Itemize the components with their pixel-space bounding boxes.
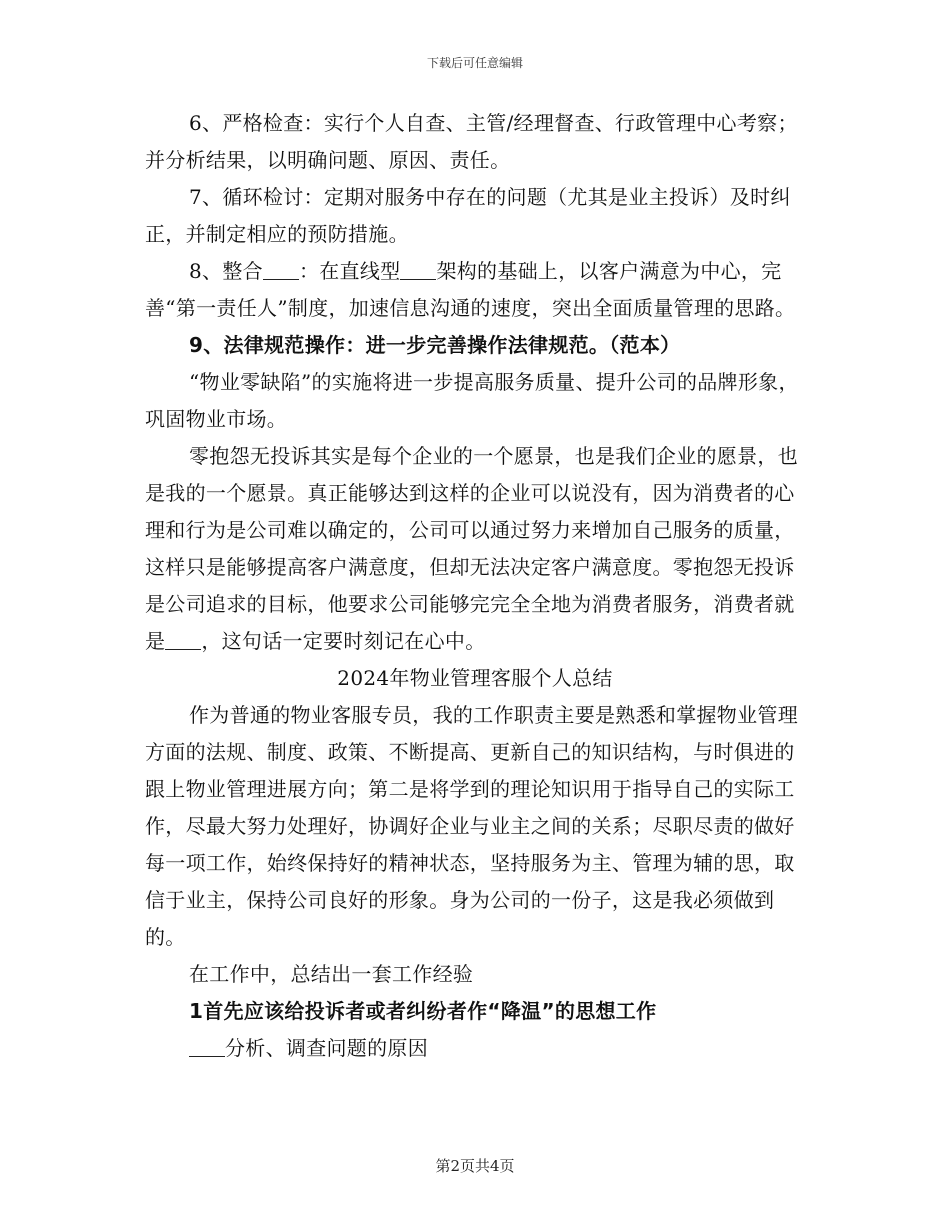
paragraph-zero-defect: “物业零缺陷”的实施将进一步提高服务质量、提升公司的品牌形象，巩固物业市场。 — [145, 370, 799, 431]
item8-text-a: 8、整合 — [189, 259, 263, 283]
paragraph-zero-complaint — [145, 438, 805, 660]
document-body — [145, 105, 805, 1067]
item8-text-c: 架构的基础上，以客户满意为中心，完善“第一责任人”制度，加速信息沟通的速度，突出全面质量管理的思路。 — [145, 259, 796, 320]
paragraph-item-6: 6、严格检查：实行个人自查、主管/经理督查、行政管理中心考察；并分析结果，以明确问题、原因、责任。 — [145, 111, 798, 172]
fill-blank — [165, 629, 201, 650]
point-2-text: 分析、调查问题的原因 — [225, 1036, 428, 1060]
para2-text-a: 零抱怨无投诉其实是每个企业的一个愿景，也是我们企业的愿景，也是我的一个愿景。真正能够达到这样的企业可以说没有，因为消费者的心理和行为是公司难以确定的，公司可以通过努力来增加自己服务的质量，这样只是能够提高客户满意度，但却无法决定客户满意度。零抱怨无投诉是公司追求的目标，他要求公司能够完完全全地为消费者服务，消费者就是 — [145, 444, 798, 653]
fill-blank — [263, 259, 299, 280]
paragraph-item-8 — [145, 253, 805, 327]
item8-text-b: ：在直线型 — [298, 259, 401, 283]
fill-blank — [189, 1036, 225, 1057]
section-title: 2024年物业管理客服个人总结 — [337, 666, 613, 690]
paragraph-experience-intro: 在工作中，总结出一套工作经验 — [189, 962, 474, 986]
paragraph-item-7: 7、循环检讨：定期对服务中存在的问题（尤其是业主投诉）及时纠正，并制定相应的预防措施。 — [145, 185, 791, 246]
paragraph-item-9: 9、法律规范操作：进一步完善操作法律规范。（范本） — [189, 333, 681, 357]
paragraph-duties: 作为普通的物业客服专员，我的工作职责主要是熟悉和掌握物业管理方面的法规、制度、政策、不断提高、更新自己的知识结构，与时俱进的跟上物业管理进展方向；第二是将学到的理论知识用于指导自己的实际工作，尽最大努力处理好，协调好企业与业主之间的关系；尽职尽责的做好每一项工作，始终保持好的精神状态，坚持服务为主、管理为辅的思，取信于业主，保持公司良好的形象。身为公司的一份子，这是我必须做到的。 — [145, 703, 798, 949]
header-note: 下载后可任意编辑 — [426, 56, 523, 70]
point-2 — [145, 1030, 805, 1067]
fill-blank — [400, 259, 436, 280]
point-1-heading: 1首先应该给投诉者或者纠纷者作“降温”的思想工作 — [189, 999, 657, 1023]
para2-text-b: ，这句话一定要时刻记在心中。 — [201, 629, 486, 653]
page-number: 第2页共4页 — [435, 1157, 515, 1175]
